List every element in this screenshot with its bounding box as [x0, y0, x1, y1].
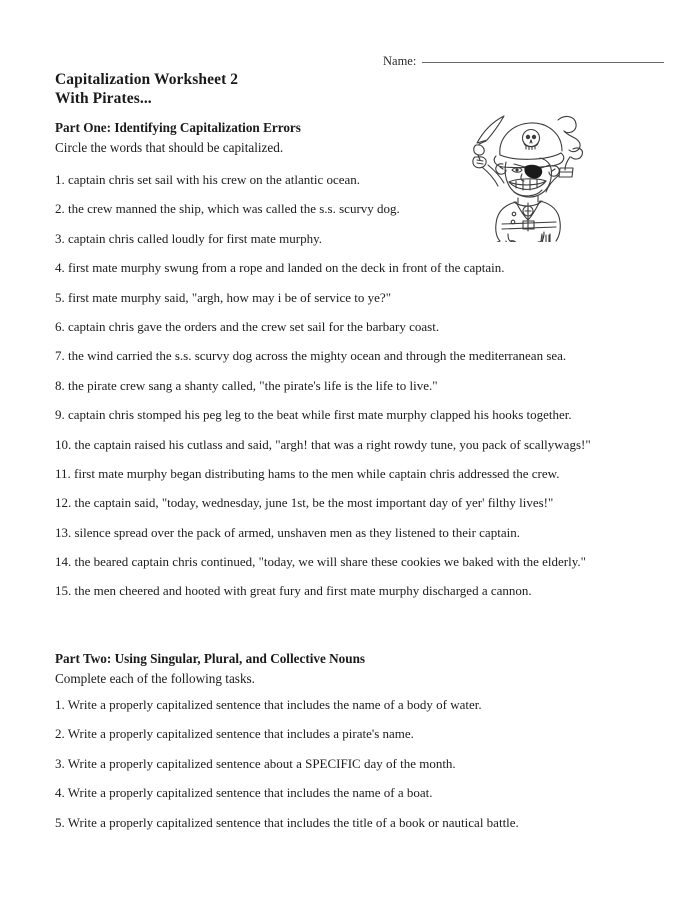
- list-item: 8. the pirate crew sang a shanty called, "the pirate's life is the life to live.": [55, 377, 438, 393]
- list-item: 2. Write a properly capitalized sentence that includes a pirate's name.: [55, 726, 414, 742]
- part-two-heading: Part Two: Using Singular, Plural, and Collective Nouns: [55, 651, 366, 666]
- list-item: 4. first mate murphy swung from a rope and landed on the deck in front of the captain.: [55, 260, 505, 276]
- part-one-instructions: Circle the words that should be capitalized.: [55, 140, 284, 155]
- list-item: 11. first mate murphy began distributing hams to the men while captain chris addressed the crew.: [55, 465, 560, 481]
- list-item: 7. the wind carried the s.s. scurvy dog across the mighty ocean and through the mediterranean sea.: [55, 348, 567, 364]
- page-title-line-2: With Pirates...: [55, 90, 152, 107]
- list-item: 13. silence spread over the pack of armed, unshaven men as they listened to their captain.: [55, 524, 520, 540]
- list-item: 4. Write a properly capitalized sentence that includes the name of a boat.: [55, 785, 433, 801]
- pirate-illustration: [470, 110, 588, 242]
- name-label: Name:: [383, 54, 417, 68]
- list-item: 3. captain chris called loudly for first mate murphy.: [55, 230, 323, 246]
- list-item: 12. the captain said, "today, wednesday, june 1st, be the most important day of yer' filthy lives!": [55, 495, 554, 511]
- page-title: [55, 70, 238, 108]
- list-item: 5. Write a properly capitalized sentence that includes the title of a book or nautical battle.: [55, 814, 519, 830]
- list-item: 14. the beared captain chris continued, "today, we will share these cookies we baked with the elderly.": [55, 554, 586, 570]
- list-item: 1. Write a properly capitalized sentence that includes the name of a body of water.: [55, 697, 482, 712]
- list-item: 3. Write a properly capitalized sentence about a SPECIFIC day of the month.: [55, 755, 456, 771]
- name-input-rule[interactable]: [422, 61, 664, 63]
- part-two-task-list: [55, 697, 519, 844]
- page-title-line-1: Capitalization Worksheet 2: [55, 71, 239, 88]
- list-item: 9. captain chris stomped his peg leg to the beat while first mate murphy clapped his hooks together.: [55, 407, 572, 423]
- pirate-icon: [470, 110, 588, 242]
- list-item: 2. the crew manned the ship, which was called the s.s. scurvy dog.: [55, 201, 400, 217]
- list-item: 15. the men cheered and hooted with great fury and first mate murphy discharged a cannon.: [55, 583, 532, 599]
- list-item: 6. captain chris gave the orders and the crew set sail for the barbary coast.: [55, 318, 440, 334]
- list-item: 1. captain chris set sail with his crew on the atlantic ocean.: [55, 172, 361, 187]
- part-one-heading: Part One: Identifying Capitalization Errors: [55, 120, 301, 135]
- part-two-instructions: Complete each of the following tasks.: [55, 671, 255, 686]
- list-item: 5. first mate murphy said, "argh, how may i be of service to ye?": [55, 289, 392, 305]
- list-item: 10. the captain raised his cutlass and said, "argh! that was a right rowdy tune, you pack of scallywags!": [55, 436, 591, 452]
- name-field-row: [383, 54, 664, 69]
